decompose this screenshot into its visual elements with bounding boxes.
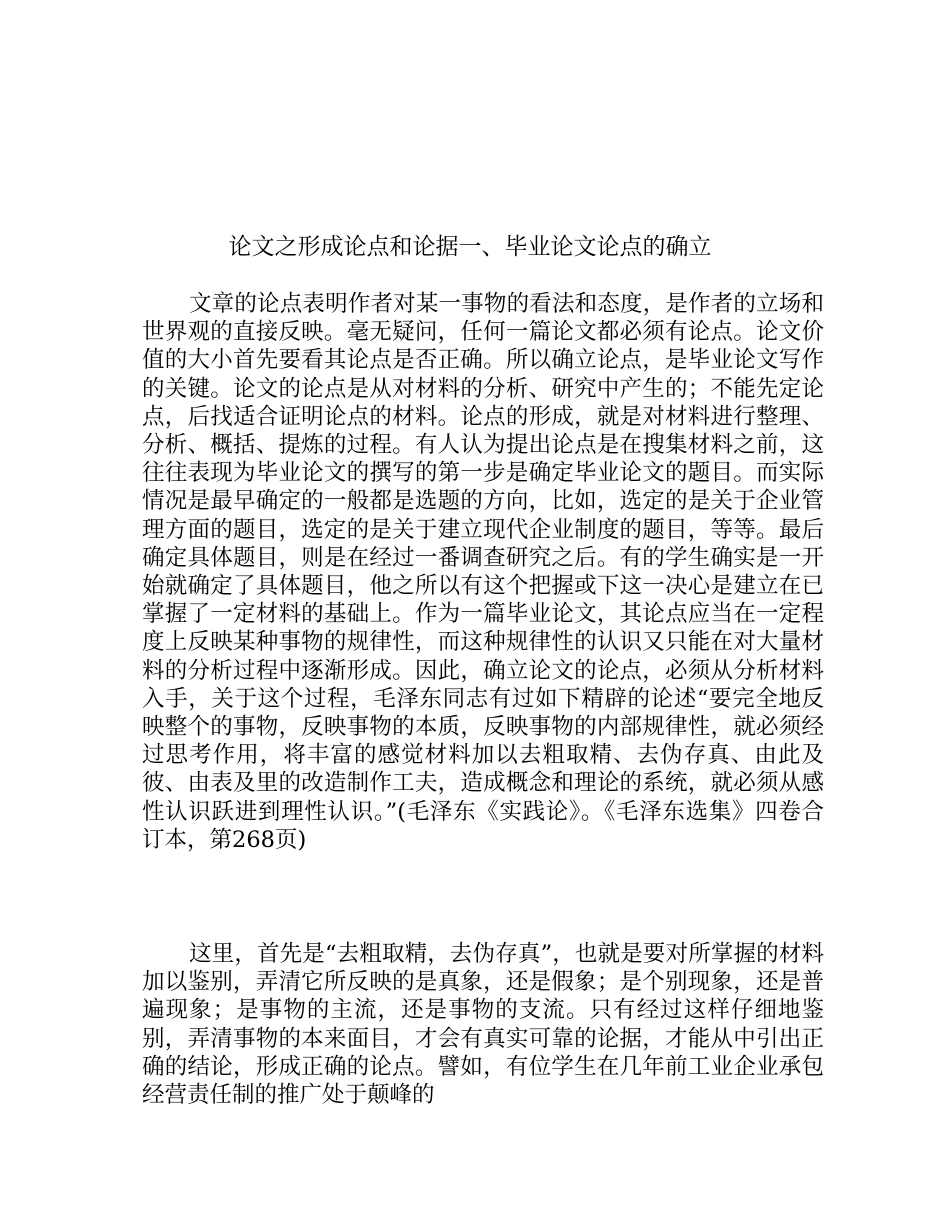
body-paragraph-1: 文章的论点表明作者对某一事物的看法和态度，是作者的立场和世界观的直接反映。毫无疑问，任何一篇论文都必须有论点。论文价值的大小首先要看其论点是否正确。所以确立论点，是毕业论文写作的关键。论文的论点是从对材料的分析、研究中产生的；不能先定论点，后找适合证明论点的材料。论点的形成，就是对材料进行整理、分析、概括、提炼的过程。有人认为提出论点是在搜集材料之前，这往往表现为毕业论文的撰写的第一步是确定毕业论文的题目。而实际情况是最早确定的一般都是选题的方向，比如，选定的是关于企业管理方面的题目，选定的是关于建立现代企业制度的题目，等等。最后确定具体题目，则是在经过一番调查研究之后。有的学生确实是一开始就确定了具体题目，他之所以有这个把握或下这一决心是建立在已掌握了一定材料的基础上。作为一篇毕业论文，其论点应当在一定程度上反映某种事物的规律性，而这种规律性的认识又只能在对大量材料的分析过程中逐渐形成。因此，确立论文的论点，必须从分析材料入手，关于这个过程，毛泽东同志有过如下精辟的论述“要完全地反映整个的事物，反映事物的本质，反映事物的内部规律性，就必须经过思考作用，将丰富的感觉材料加以去粗取精、去伪存真、由此及彼、由表及里的改造制作工夫，造成概念和理论的系统，就必须从感性认识跃进到理性认识。”(毛泽东《实践论》。《毛泽东选集》四卷合订本，第268页) (142, 291, 824, 853)
body-paragraph-2: 这里，首先是“去粗取精，去伪存真”，也就是要对所掌握的材料加以鉴别，弄清它所反映的是真象，还是假象；是个别现象，还是普遍现象；是事物的主流，还是事物的支流。只有经过这样仔细地鉴别，弄清事物的本来面目，才会有真实可靠的论据，才能从中引出正确的结论，形成正确的论点。譬如，有位学生在几年前工业企业承包经营责任制的推广处于颠峰的 (142, 941, 824, 1109)
document-title: 论文之形成论点和论据一、毕业论文论点的确立 (228, 234, 712, 260)
